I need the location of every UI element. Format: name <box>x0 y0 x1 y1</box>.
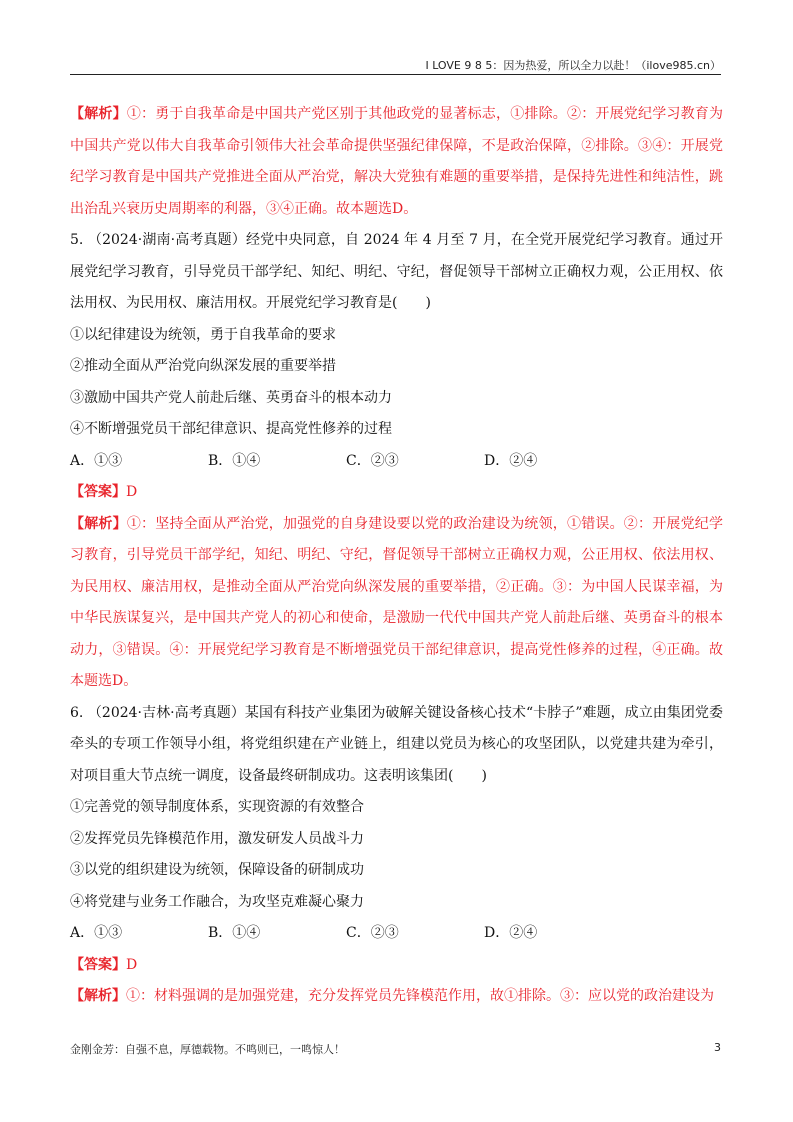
analysis-tag: 【解析】 <box>70 515 127 532</box>
question-6-stem: 6. （2024·吉林·高考真题）某国有科技产业集团为破解关键设备核心技术“卡脖子”难题，成立由集团党委牵头的专项工作领导小组，将党组织建在产业链上，组建以党员为核心的攻坚团队，以党建共建为牵引，对项目重大节点统一调度，设备最终研制成功。这表明该集团( ) <box>70 704 723 784</box>
analysis-text: ①：材料强调的是加强党建，充分发挥党员先锋模范作用，故①排除。③：应以党的政治建设为 <box>126 988 714 1004</box>
question-6-option-4: ④将党建与业务工作融合，为攻坚克难凝心聚力 <box>70 893 364 910</box>
page-footer <box>70 1041 721 1057</box>
question-5-option-1: ①以纪律建设为统领，勇于自我革命的要求 <box>70 326 336 343</box>
answer-tag: 【答案】 <box>70 956 126 973</box>
analysis-paragraph <box>70 99 723 225</box>
question-6-option-2: ②发挥党员先锋模范作用，激发研发人员战斗力 <box>70 830 364 847</box>
question-5-answer <box>70 477 723 509</box>
question-6-answer <box>70 950 723 982</box>
question-5-option-3: ③激励中国共产党人前赴后继、英勇奋斗的根本动力 <box>70 389 392 406</box>
answer-text: D <box>126 956 138 973</box>
question-5-option-4: ④不断增强党员干部纪律意识、提高党性修养的过程 <box>70 421 392 437</box>
question-6-analysis <box>70 981 723 1013</box>
question-6-option-3: ③以党的组织建设为统领，保障设备的研制成功 <box>70 862 364 878</box>
choice-c: C．②③ <box>346 452 399 469</box>
question-5-stem: 5. （2024·湖南·高考真题）经党中央同意，自 2024 年 4 月至 7 月，在全党开展党纪学习教育。通过开展党纪学习教育，引导党员干部学纪、知纪、明纪、守纪，督促领导干部树立正确权力观，公正用权、依法用权、为民用权、廉洁用权。开展党纪学习教育是( ) <box>70 232 723 311</box>
question-6-option-1: ①完善党的领导制度体系，实现资源的有效整合 <box>70 799 364 815</box>
question-5-choices <box>70 446 723 478</box>
choice-b: B．①④ <box>208 452 261 469</box>
analysis-text: ①：勇于自我革命是中国共产党区别于其他政党的显著标志，①排除。②：开展党纪学习教育为中国共产党以伟大自我革命引领伟大社会革命提供坚强纪律保障，不是政治保障，②排除。③④：开展党纪学习教育是中国共产党推进全面从严治党，解决大党独有难题的重要举措，是保持先进性和纯洁性，跳出治乱兴衰历史周期率的利器，③④正确。故本题选D。 <box>70 106 724 217</box>
analysis-text: ①：坚持全面从严治党，加强党的自身建设要以党的政治建设为统领，①错误。②：开展党纪学习教育，引导党员干部学纪，知纪、明纪、守纪，督促领导干部树立正确权力观，公正用权、依法用权、为民用权、廉洁用权，是推动全面从严治党向纵深发展的重要举措，②正确。③：为中国人民谋幸福，为中华民族谋复兴，是中国共产党人的初心和使命，是激励一代代中国共产党人前赴后继、英勇奋斗的根本动力，③错误。④：开展党纪学习教育是不断增强党员干部纪律意识，提高党性修养的过程，④正确。故本题选D。 <box>70 515 724 689</box>
question-5-analysis <box>70 509 723 698</box>
choice-c: C．②③ <box>346 925 399 941</box>
question-6-choices <box>70 918 723 950</box>
answer-tag: 【答案】 <box>70 484 126 500</box>
choice-d: D．②④ <box>484 452 538 469</box>
page-number: 3 <box>714 1041 721 1054</box>
page-content <box>70 99 723 1013</box>
analysis-tag: 【解析】 <box>70 988 126 1004</box>
choice-b: B．①④ <box>208 925 261 941</box>
page-header: I LOVE 9 8 5：因为热爱，所以全力以赴！（ilove985.cn） <box>425 59 721 72</box>
choice-d: D．②④ <box>484 925 538 941</box>
header-rule <box>70 74 721 75</box>
choice-a: A．①③ <box>70 452 123 469</box>
analysis-tag: 【解析】 <box>70 106 127 122</box>
footer-motto: 金刚金芳：自强不息，厚德载物。不鸣则已，一鸣惊人！ <box>70 1043 345 1056</box>
choice-a: A．①③ <box>70 925 123 941</box>
answer-text: D <box>126 484 138 500</box>
question-5-option-2: ②推动全面从严治党向纵深发展的重要举措 <box>70 358 336 374</box>
